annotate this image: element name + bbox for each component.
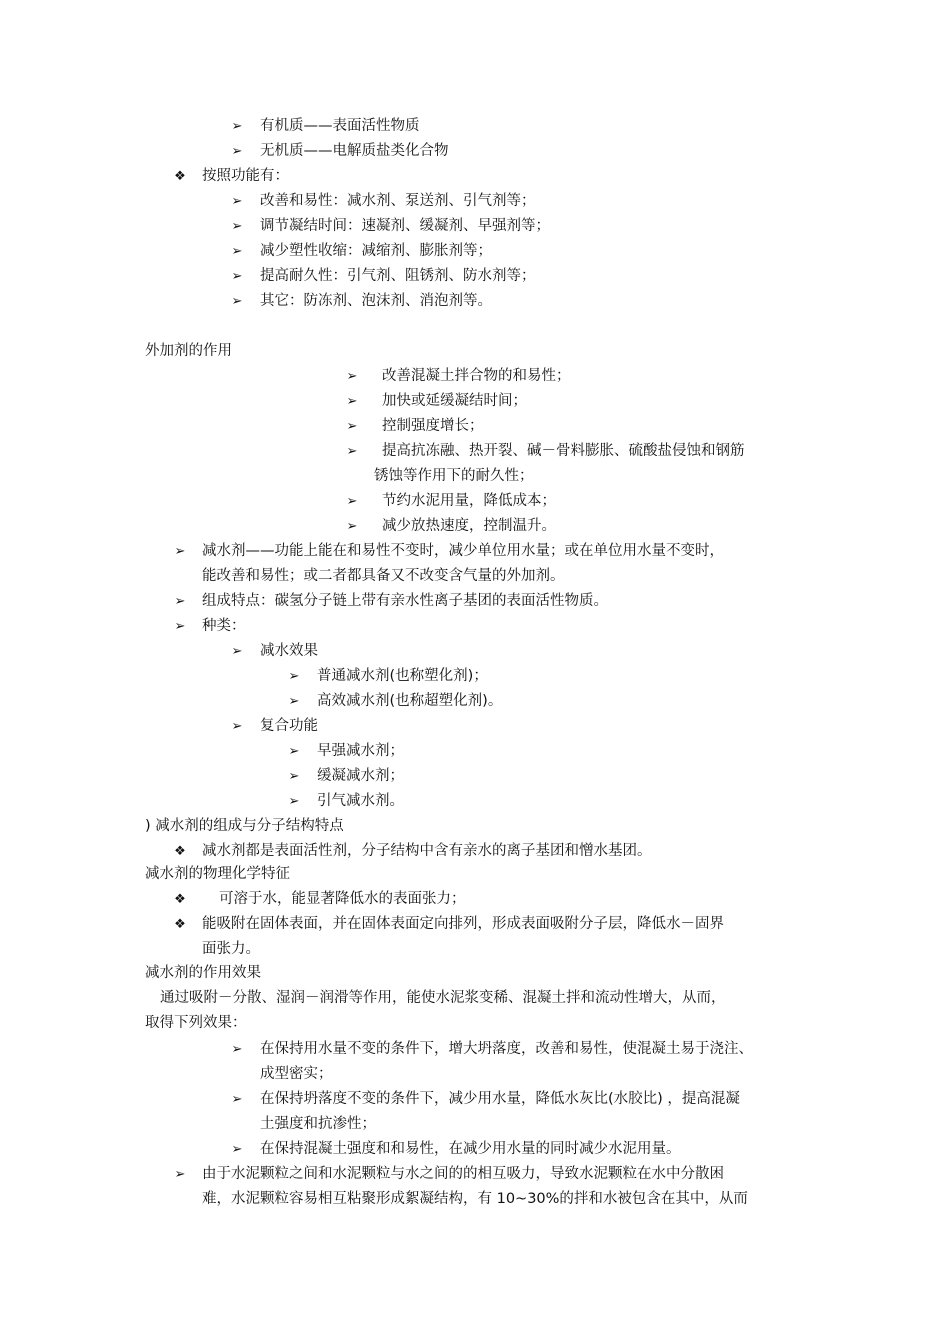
arrow-bullet-icon	[229, 1087, 245, 1112]
diamond-bullet-icon	[172, 164, 188, 189]
list-item-text: 改善和易性：减水剂、泵送剂、引气剂等；	[260, 193, 536, 209]
list-item-continuation: 锈蚀等作用下的耐久性；	[374, 468, 534, 484]
arrow-bullet-icon	[229, 239, 245, 264]
list-item-text: 减水剂都是表面活性剂，分子结构中含有亲水的离子基团和憎水基团。	[202, 843, 652, 859]
list-item-text: 调节凝结时间：速凝剂、缓凝剂、早强剂等；	[260, 218, 550, 234]
section-heading: 外加剂的作用	[145, 343, 232, 359]
arrow-bullet-icon	[172, 1162, 188, 1187]
section-heading: ) 减水剂的组成与分子结构特点	[145, 818, 344, 834]
arrow-bullet-icon	[229, 1137, 245, 1162]
diamond-bullet-icon	[172, 839, 188, 864]
list-item-continuation: 难，水泥颗粒容易相互粘聚形成絮凝结构，有 10~30%的拌和水被包含在其中，从而	[202, 1191, 748, 1207]
list-item-text: 控制强度增长；	[382, 418, 484, 434]
list-item-text: 普通减水剂(也称塑化剂)；	[317, 668, 488, 684]
list-item-continuation: 土强度和抗渗性；	[260, 1116, 376, 1132]
arrow-bullet-icon	[286, 764, 302, 789]
arrow-bullet-icon	[286, 789, 302, 814]
list-item-text: 引气减水剂。	[317, 793, 404, 809]
paragraph-line: 通过吸附－分散、湿润－润滑等作用，能使水泥浆变稀、混凝土拌和流动性增大，从而，	[160, 990, 726, 1006]
diamond-bullet-icon	[172, 887, 188, 912]
arrow-bullet-icon	[229, 714, 245, 739]
list-item-continuation: 面张力。	[202, 941, 260, 957]
arrow-bullet-icon	[229, 114, 245, 139]
list-item-text: 早强减水剂；	[317, 743, 404, 759]
arrow-bullet-icon	[229, 189, 245, 214]
list-item-text: 节约水泥用量，降低成本；	[382, 493, 556, 509]
list-item-text: 改善混凝土拌合物的和易性；	[382, 368, 571, 384]
arrow-bullet-icon	[172, 589, 188, 614]
list-item-continuation: 能改善和易性；或二者都具备又不改变含气量的外加剂。	[202, 568, 565, 584]
arrow-bullet-icon	[344, 389, 360, 414]
list-item-text: 在保持坍落度不变的条件下，减少用水量，降低水灰比(水胶比) ，提高混凝	[260, 1091, 740, 1107]
arrow-bullet-icon	[229, 1037, 245, 1062]
list-item-text: 无机质——电解质盐类化合物	[260, 143, 449, 159]
list-item-text: 其它：防冻剂、泡沫剂、消泡剂等。	[260, 293, 492, 309]
diamond-bullet-icon	[172, 912, 188, 937]
list-item-text: 种类：	[202, 618, 246, 634]
section-heading: 减水剂的作用效果	[145, 965, 261, 981]
list-item-text: 有机质——表面活性物质	[260, 118, 420, 134]
arrow-bullet-icon	[286, 689, 302, 714]
list-item-text: 减少塑性收缩：减缩剂、膨胀剂等；	[260, 243, 492, 259]
arrow-bullet-icon	[229, 639, 245, 664]
arrow-bullet-icon	[344, 489, 360, 514]
list-item-text: 在保持用水量不变的条件下，增大坍落度，改善和易性，使混凝土易于浇注、	[260, 1041, 753, 1057]
list-item-text: 高效减水剂(也称超塑化剂)。	[317, 693, 503, 709]
list-item-text: 由于水泥颗粒之间和水泥颗粒与水之间的的相互吸力，导致水泥颗粒在水中分散困	[202, 1166, 724, 1182]
list-item-text: 组成特点：碳氢分子链上带有亲水性离子基团的表面活性物质。	[202, 593, 608, 609]
arrow-bullet-icon	[344, 364, 360, 389]
arrow-bullet-icon	[229, 264, 245, 289]
list-item-text: 加快或延缓凝结时间；	[382, 393, 527, 409]
section-heading: 减水剂的物理化学特征	[145, 866, 290, 882]
list-item-text: 缓凝减水剂；	[317, 768, 404, 784]
list-item-text: 提高耐久性：引气剂、阻锈剂、防水剂等；	[260, 268, 536, 284]
arrow-bullet-icon	[229, 139, 245, 164]
list-item-text: 在保持混凝土强度和和易性，在减少用水量的同时减少水泥用量。	[260, 1141, 681, 1157]
arrow-bullet-icon	[286, 664, 302, 689]
list-item-text: 减水剂——功能上能在和易性不变时，减少单位用水量；或在单位用水量不变时，	[202, 543, 724, 559]
list-item-text: 按照功能有：	[202, 168, 289, 184]
list-item-text: 复合功能	[260, 718, 318, 734]
list-item-text: 提高抗冻融、热开裂、碱－骨料膨胀、硫酸盐侵蚀和钢筋	[382, 443, 745, 459]
list-item-text: 减少放热速度，控制温升。	[382, 518, 556, 534]
list-item-text: 可溶于水，能显著降低水的表面张力；	[219, 891, 466, 907]
arrow-bullet-icon	[344, 414, 360, 439]
arrow-bullet-icon	[286, 739, 302, 764]
paragraph-line: 取得下列效果：	[145, 1015, 247, 1031]
arrow-bullet-icon	[344, 514, 360, 539]
arrow-bullet-icon	[229, 214, 245, 239]
list-item-continuation: 成型密实；	[260, 1066, 333, 1082]
list-item-text: 减水效果	[260, 643, 318, 659]
list-item-text: 能吸附在固体表面，并在固体表面定向排列，形成表面吸附分子层，降低水－固界	[202, 916, 724, 932]
arrow-bullet-icon	[344, 439, 360, 464]
arrow-bullet-icon	[172, 614, 188, 639]
arrow-bullet-icon	[172, 539, 188, 564]
arrow-bullet-icon	[229, 289, 245, 314]
